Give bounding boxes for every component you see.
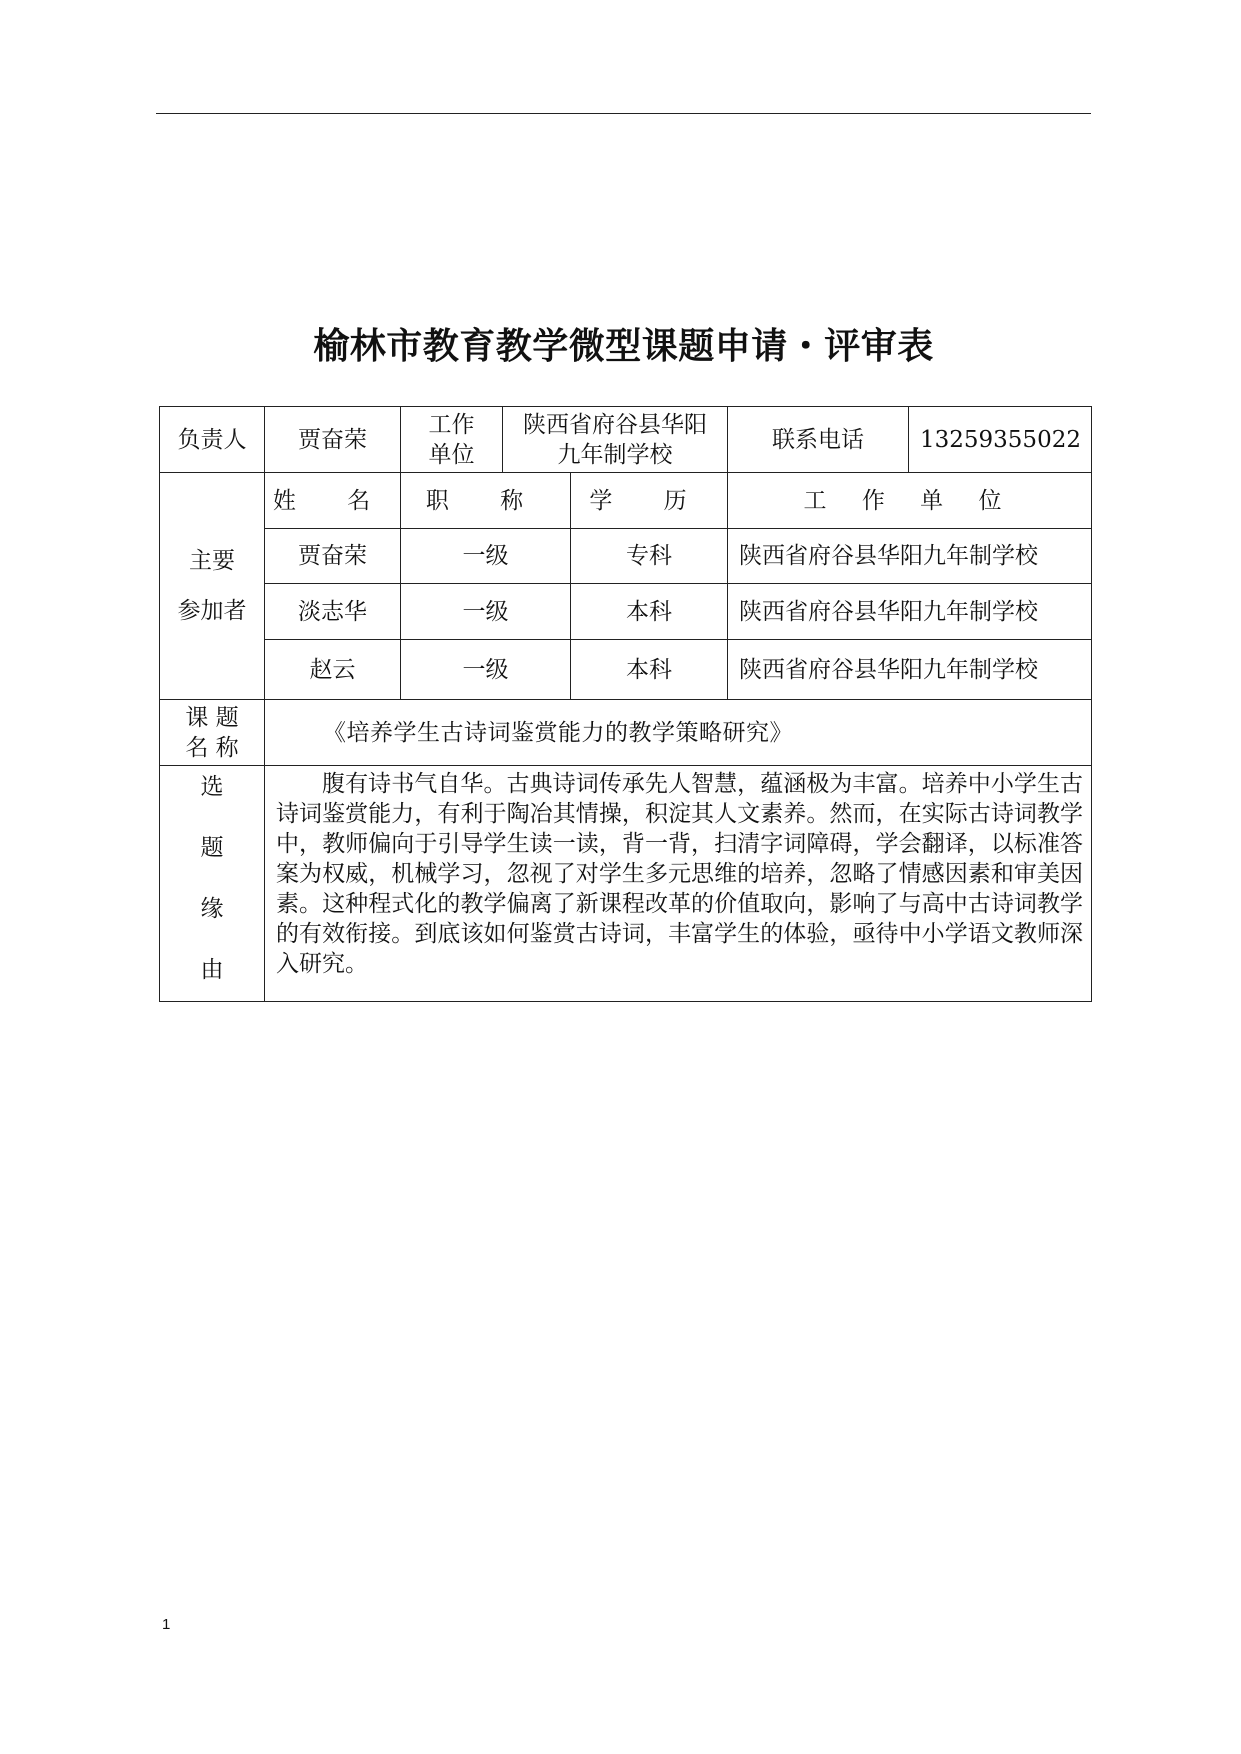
participant-name: 淡志华 bbox=[265, 584, 401, 640]
column-education: 学 历 bbox=[571, 473, 728, 529]
participant-unit: 陕西省府谷县华阳九年制学校 bbox=[728, 640, 1092, 700]
topic-label-line2: 名 称 bbox=[185, 734, 239, 761]
participant-name: 贾奋荣 bbox=[265, 529, 401, 584]
column-title: 职 称 bbox=[401, 473, 571, 529]
unit-label-line2: 单位 bbox=[428, 441, 475, 468]
participants-label bbox=[160, 473, 265, 700]
topic-row bbox=[160, 700, 1092, 766]
participant-unit: 陕西省府谷县华阳九年制学校 bbox=[728, 584, 1092, 640]
reason-label-char: 缘 bbox=[200, 896, 224, 922]
reason-label-char: 题 bbox=[200, 835, 224, 861]
participant-row bbox=[160, 584, 1092, 640]
participant-name: 赵云 bbox=[265, 640, 401, 700]
unit-value-line1: 陕西省府谷县华阳 bbox=[523, 411, 707, 438]
unit-value-line2: 九年制学校 bbox=[557, 441, 673, 468]
topic-label-line1: 课 题 bbox=[185, 704, 239, 731]
header-rule bbox=[156, 113, 1091, 114]
leader-row bbox=[160, 407, 1092, 473]
reason-label-char: 选 bbox=[200, 774, 224, 800]
participant-education: 本科 bbox=[571, 584, 728, 640]
participant-row bbox=[160, 529, 1092, 584]
phone-label: 联系电话 bbox=[728, 407, 909, 473]
participants-label-line1: 主要 bbox=[189, 548, 235, 574]
unit-label-line1: 工作 bbox=[428, 411, 475, 438]
participant-title: 一级 bbox=[401, 584, 571, 640]
participant-education: 专科 bbox=[571, 529, 728, 584]
leader-name: 贾奋荣 bbox=[265, 407, 401, 473]
column-name: 姓 名 bbox=[265, 473, 401, 529]
phone-value: 13259355022 bbox=[909, 407, 1092, 473]
participant-title: 一级 bbox=[401, 529, 571, 584]
page-number: 1 bbox=[162, 1616, 171, 1633]
column-unit: 工 作 单 位 bbox=[728, 473, 1092, 529]
reason-text: 腹有诗书气自华。古典诗词传承先人智慧，蕴涵极为丰富。培养中小学生古诗词鉴赏能力，有利于陶冶其情操，积淀其人文素养。然而，在实际古诗词教学中，教师偏向于引导学生读一读，背一背，扫清字词障碍，学会翻译，以标准答案为权威，机械学习，忽视了对学生多元思维的培养，忽略了情感因素和审美因素。这种程式化的教学偏离了新课程改革的价值取向，影响了与高中古诗词教学的有效衔接。到底该如何鉴赏古诗词，丰富学生的体验，亟待中小学语文教师深入研究。 bbox=[265, 766, 1092, 1002]
participants-label-line2: 参加者 bbox=[177, 598, 247, 624]
reason-label-char: 由 bbox=[200, 957, 224, 983]
topic-value: 《培养学生古诗词鉴赏能力的教学策略研究》 bbox=[265, 700, 1092, 766]
reason-row bbox=[160, 766, 1092, 1002]
unit-value bbox=[503, 407, 728, 473]
participant-row bbox=[160, 640, 1092, 700]
application-form-table bbox=[159, 406, 1092, 1002]
document-title: 榆林市教育教学微型课题申请・评审表 bbox=[313, 326, 934, 367]
participant-title: 一级 bbox=[401, 640, 571, 700]
reason-label bbox=[160, 766, 265, 1002]
unit-label bbox=[401, 407, 503, 473]
participant-education: 本科 bbox=[571, 640, 728, 700]
topic-label bbox=[160, 700, 265, 766]
leader-label: 负责人 bbox=[160, 407, 265, 473]
participant-unit: 陕西省府谷县华阳九年制学校 bbox=[728, 529, 1092, 584]
participants-header-row bbox=[160, 473, 1092, 529]
